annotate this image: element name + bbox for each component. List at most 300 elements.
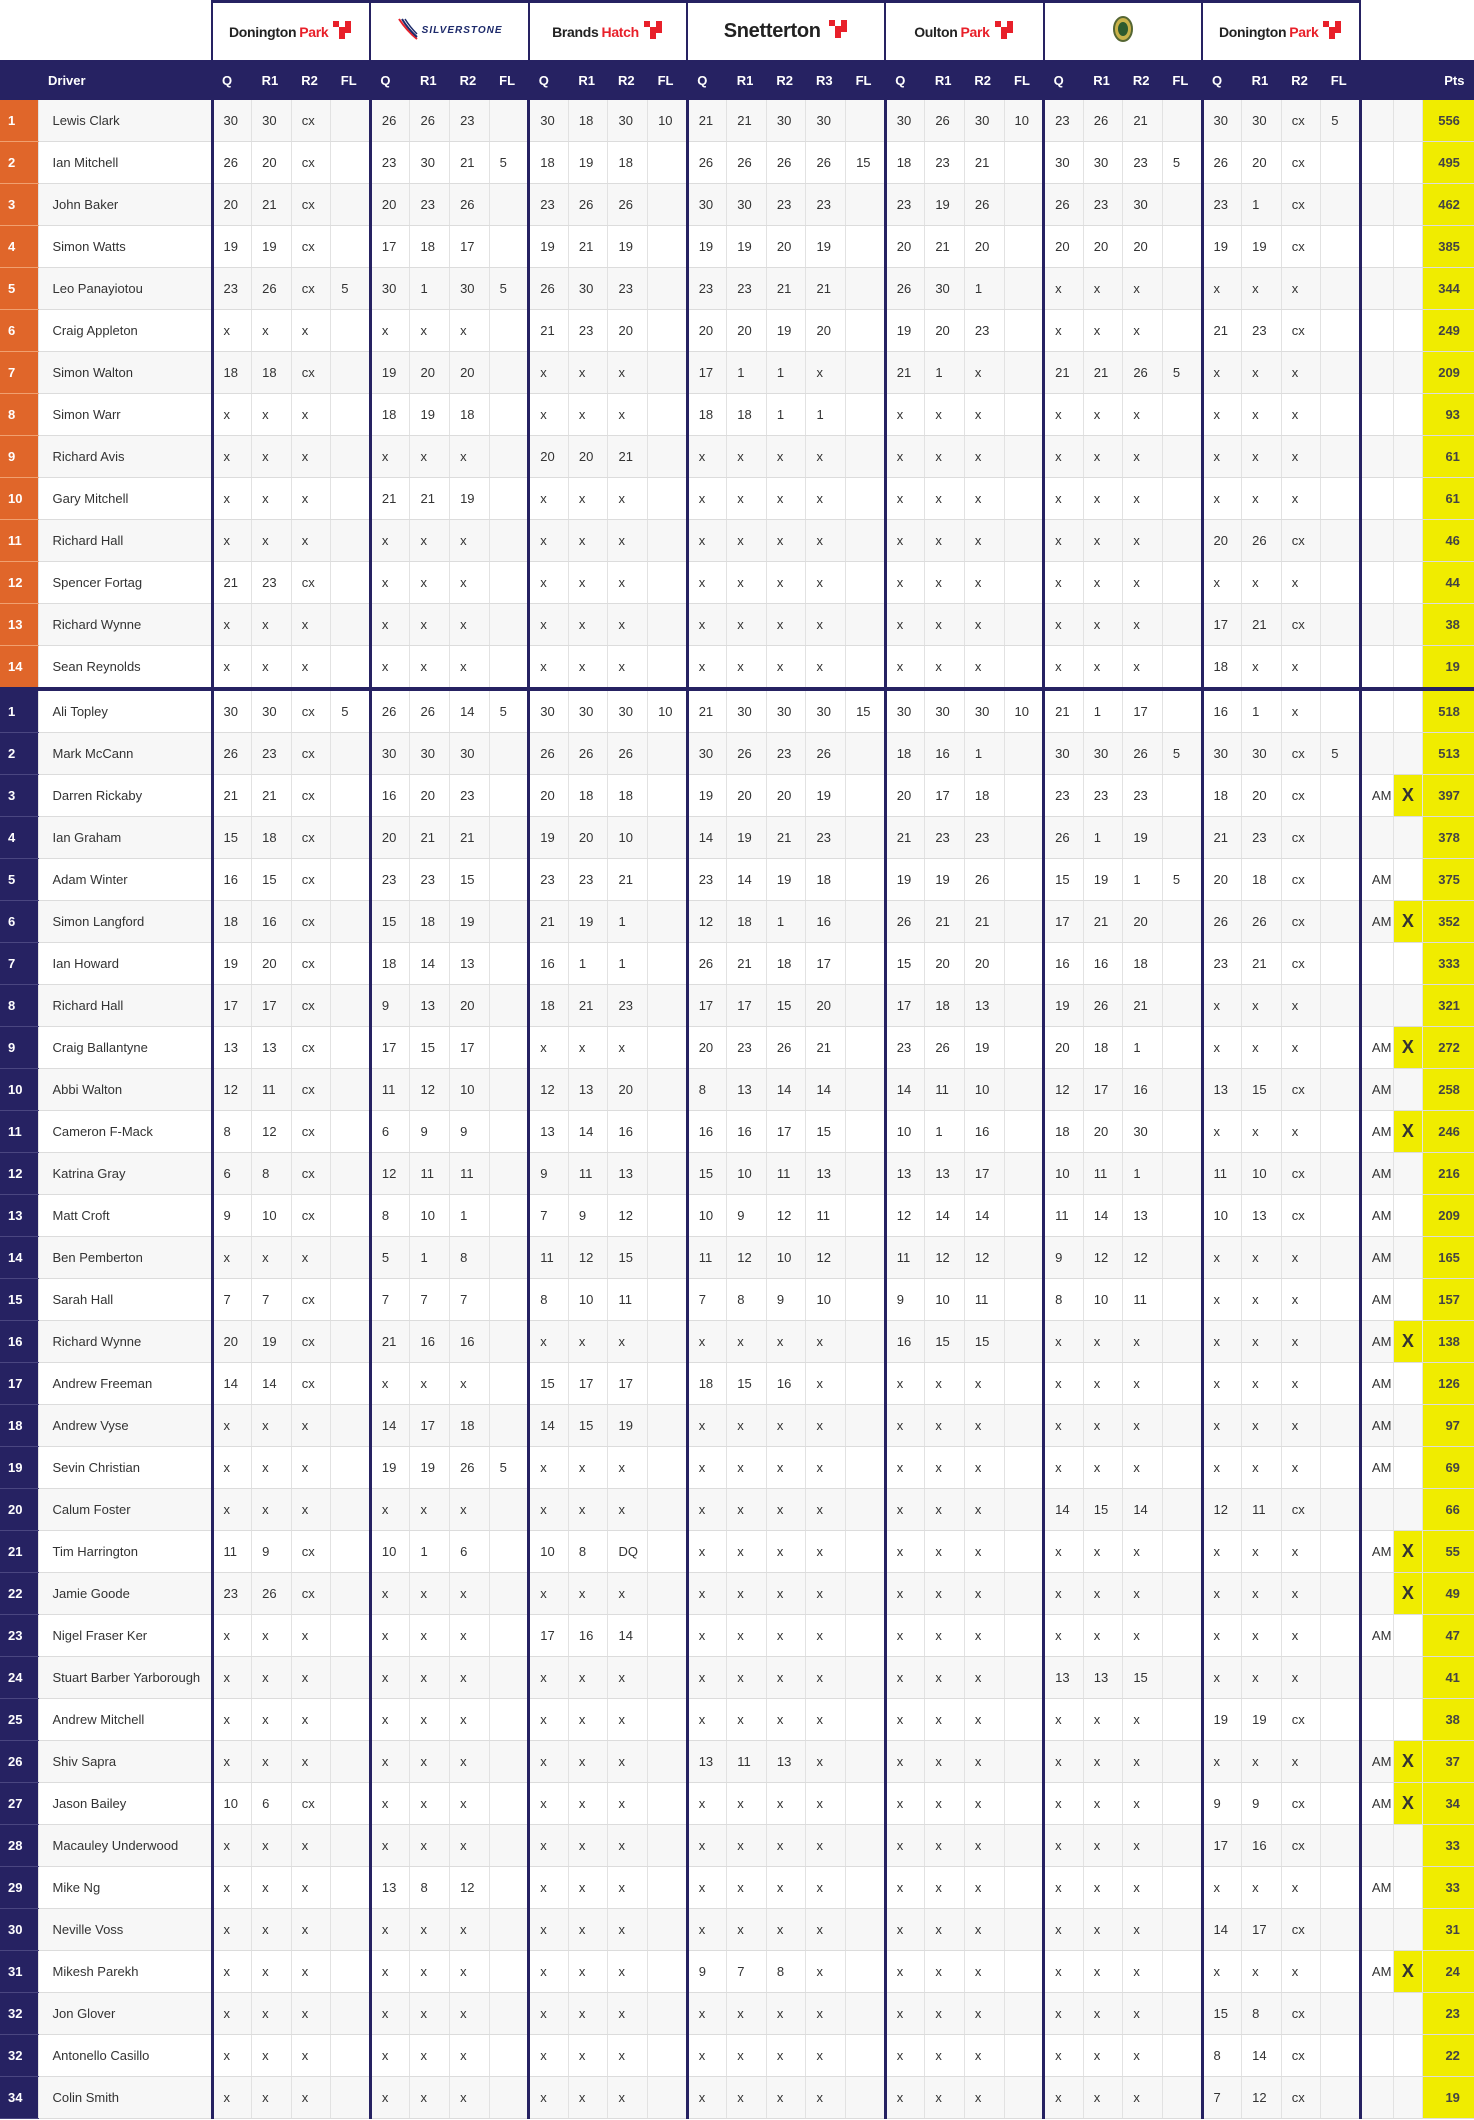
result-cell: x [450,1909,490,1951]
result-cell: 30 [1202,100,1242,142]
result-cell: x [1083,1573,1123,1615]
am-badge: AM [1360,859,1393,901]
result-cell: x [450,1573,490,1615]
result-cell: x [806,2077,846,2119]
result-cell: 21 [727,943,767,985]
driver-row[interactable] [0,901,1474,943]
result-cell: x [727,1909,767,1951]
result-cell [489,436,529,478]
result-cell: 16 [766,1363,806,1405]
x-marker [1393,733,1422,775]
session-header: R2 [1281,60,1321,100]
driver-row[interactable] [0,226,1474,268]
result-cell: 19 [727,226,767,268]
result-cell: x [1083,1951,1123,1993]
driver-row[interactable] [0,733,1474,775]
result-cell [1321,1657,1361,1699]
result-cell [1162,1573,1202,1615]
result-cell: 18 [212,901,252,943]
x-marker [1393,1153,1422,1195]
driver-name: Antonello Casillo [38,2035,212,2077]
result-cell: cx [291,775,331,817]
result-cell [846,1069,886,1111]
result-cell: 30 [529,100,569,142]
result-cell: 15 [252,859,292,901]
venue-name: Oulton [914,23,958,40]
driver-row[interactable] [0,1069,1474,1111]
result-cell: x [370,1573,410,1615]
result-cell: 30 [1123,184,1163,226]
result-cell: 12 [450,1867,490,1909]
result-cell: 26 [568,184,608,226]
result-cell [1004,1531,1044,1573]
am-badge: AM [1360,1615,1393,1657]
result-cell [1321,1069,1361,1111]
result-cell: 21 [806,268,846,310]
result-cell [489,520,529,562]
result-cell: 21 [1242,604,1282,646]
result-cell [846,733,886,775]
driver-row[interactable] [0,1741,1474,1783]
result-cell: 26 [1044,184,1084,226]
result-cell: x [1202,985,1242,1027]
result-cell: x [370,436,410,478]
result-cell: x [925,1615,965,1657]
result-cell: 26 [212,733,252,775]
result-cell [1004,1615,1044,1657]
result-cell [331,733,371,775]
result-cell: 8 [212,1111,252,1153]
result-cell: 23 [608,268,648,310]
result-cell: x [1281,352,1321,394]
result-cell: cx [291,1153,331,1195]
result-cell: x [568,1489,608,1531]
session-header: R1 [727,60,767,100]
result-cell: x [252,1699,292,1741]
position: 12 [0,562,38,604]
result-cell: x [806,646,846,690]
result-cell: x [212,1867,252,1909]
result-cell [846,1363,886,1405]
result-cell: 10 [925,1279,965,1321]
result-cell [331,478,371,520]
driver-row[interactable] [0,1573,1474,1615]
result-cell: 13 [410,985,450,1027]
result-cell: x [212,1615,252,1657]
driver-row[interactable] [0,100,1474,142]
result-cell: 30 [925,691,965,733]
result-cell [1321,352,1361,394]
result-cell: x [806,1531,846,1573]
result-cell [331,1699,371,1741]
driver-name: Mike Ng [38,1867,212,1909]
driver-row[interactable] [0,691,1474,733]
position: 29 [0,1867,38,1909]
driver-row[interactable] [0,2077,1474,2119]
result-cell: 14 [529,1405,569,1447]
result-cell: 21 [568,985,608,1027]
result-cell: x [608,604,648,646]
am-badge [1360,1909,1393,1951]
result-cell [846,2035,886,2077]
result-cell [648,2077,688,2119]
result-cell [1162,1237,1202,1279]
result-cell: x [252,1909,292,1951]
result-cell: 30 [608,100,648,142]
chequered-flag-icon [331,19,353,44]
driver-row[interactable] [0,1993,1474,2035]
result-cell [1321,1741,1361,1783]
result-cell: cx [1281,100,1321,142]
result-cell: x [806,352,846,394]
result-cell [1004,1993,1044,2035]
result-cell: 23 [450,100,490,142]
driver-name: Colin Smith [38,2077,212,2119]
result-cell: 11 [568,1153,608,1195]
result-cell [1162,2077,1202,2119]
result-cell [1162,1741,1202,1783]
driver-row[interactable] [0,1153,1474,1195]
driver-row[interactable] [0,1237,1474,1279]
result-cell: x [1242,1741,1282,1783]
result-cell: 9 [450,1111,490,1153]
am-badge [1360,142,1393,184]
result-cell [1162,1615,1202,1657]
result-cell: cx [291,1069,331,1111]
result-cell: x [925,1993,965,2035]
driver-name: John Baker [38,184,212,226]
result-cell: x [291,604,331,646]
result-cell: 16 [212,859,252,901]
result-cell: x [608,1825,648,1867]
driver-name: Richard Avis [38,436,212,478]
result-cell: x [806,1783,846,1825]
driver-name: Ian Graham [38,817,212,859]
result-cell: 19 [806,226,846,268]
result-cell [648,1573,688,1615]
result-cell [1162,1447,1202,1489]
position: 23 [0,1615,38,1657]
result-cell: x [766,646,806,690]
result-cell: 30 [252,100,292,142]
result-cell [1162,478,1202,520]
result-cell: x [1242,1321,1282,1363]
result-cell: 30 [370,733,410,775]
result-cell: 30 [568,691,608,733]
driver-row[interactable] [0,436,1474,478]
result-cell: 13 [964,985,1004,1027]
result-cell: 12 [727,1237,767,1279]
result-cell: x [1281,1237,1321,1279]
result-cell [648,142,688,184]
result-cell [846,1951,886,1993]
result-cell: x [727,1699,767,1741]
result-cell: x [1281,268,1321,310]
result-cell: x [450,1363,490,1405]
result-cell: x [370,1699,410,1741]
result-cell: x [1083,310,1123,352]
result-cell [1004,1279,1044,1321]
total-points: 126 [1422,1363,1474,1405]
result-cell: cx [1281,142,1321,184]
result-cell: x [1083,1741,1123,1783]
result-cell: x [806,2035,846,2077]
silverstone-logo [397,17,503,44]
result-cell: cx [291,1027,331,1069]
result-cell: 20 [370,817,410,859]
result-cell: x [568,1447,608,1489]
result-cell: x [370,1741,410,1783]
result-cell: 11 [1202,1153,1242,1195]
result-cell: 10 [1242,1153,1282,1195]
result-cell [1321,520,1361,562]
driver-row[interactable] [0,1195,1474,1237]
result-cell: 23 [727,1027,767,1069]
driver-name: Katrina Gray [38,1153,212,1195]
result-cell: 20 [1123,901,1163,943]
result-cell: 17 [450,1027,490,1069]
driver-row[interactable] [0,142,1474,184]
driver-row[interactable] [0,1825,1474,1867]
driver-row[interactable] [0,394,1474,436]
result-cell: 20 [212,1321,252,1363]
result-cell: x [1044,268,1084,310]
result-cell: 18 [252,352,292,394]
result-cell: 9 [1044,1237,1084,1279]
result-cell: 19 [1083,859,1123,901]
result-cell [1004,478,1044,520]
driver-row[interactable] [0,1699,1474,1741]
result-cell: 19 [885,859,925,901]
total-points: 513 [1422,733,1474,775]
result-cell: x [1281,1741,1321,1783]
am-badge [1360,268,1393,310]
result-cell: 17 [1242,1909,1282,1951]
driver-row[interactable] [0,775,1474,817]
driver-row[interactable] [0,1027,1474,1069]
result-cell [1162,394,1202,436]
result-cell: 11 [727,1741,767,1783]
result-cell: 30 [964,691,1004,733]
result-cell: cx [1281,1195,1321,1237]
result-cell [1162,1951,1202,1993]
result-cell: 30 [410,733,450,775]
result-cell [1321,646,1361,690]
result-cell: 17 [727,985,767,1027]
driver-row[interactable] [0,268,1474,310]
driver-row[interactable] [0,646,1474,690]
x-marker [1393,2035,1422,2077]
result-cell [1162,604,1202,646]
result-cell: x [1083,604,1123,646]
result-cell [489,733,529,775]
result-cell: x [450,310,490,352]
driver-row[interactable] [0,1111,1474,1153]
result-cell: 14 [608,1615,648,1657]
result-cell [1162,646,1202,690]
driver-row[interactable] [0,352,1474,394]
result-cell: 13 [925,1153,965,1195]
x-marker [1393,1279,1422,1321]
result-cell [648,1867,688,1909]
result-cell: 18 [608,142,648,184]
driver-row[interactable] [0,943,1474,985]
result-cell: cx [291,1111,331,1153]
result-cell: x [568,520,608,562]
position: 7 [0,352,38,394]
total-points: 344 [1422,268,1474,310]
result-cell: x [687,1615,727,1657]
result-cell: x [252,1867,292,1909]
session-header: R2 [766,60,806,100]
result-cell: x [925,2035,965,2077]
result-cell: 13 [608,1153,648,1195]
position: 15 [0,1279,38,1321]
result-cell: x [1044,520,1084,562]
driver-row[interactable] [0,1447,1474,1489]
result-cell: DQ [608,1531,648,1573]
driver-row[interactable] [0,1405,1474,1447]
result-cell: x [885,1615,925,1657]
result-cell: 14 [568,1111,608,1153]
result-cell: x [291,2035,331,2077]
result-cell: x [687,2035,727,2077]
result-cell: 17 [1123,691,1163,733]
driver-row[interactable] [0,859,1474,901]
result-cell [489,1405,529,1447]
driver-row[interactable] [0,604,1474,646]
driver-row[interactable] [0,1489,1474,1531]
result-cell [1162,520,1202,562]
result-cell: x [529,352,569,394]
result-cell [1321,1153,1361,1195]
driver-row[interactable] [0,1531,1474,1573]
result-cell: x [252,604,292,646]
result-cell: 20 [252,142,292,184]
result-cell: x [766,2077,806,2119]
result-cell [331,1909,371,1951]
session-header: FL [1162,60,1202,100]
driver-row[interactable] [0,1867,1474,1909]
result-cell: 26 [450,1447,490,1489]
result-cell: 17 [410,1405,450,1447]
driver-name: Simon Langford [38,901,212,943]
driver-row[interactable] [0,1279,1474,1321]
total-points: 462 [1422,184,1474,226]
result-cell: x [964,1867,1004,1909]
result-cell: 12 [1242,2077,1282,2119]
total-points: 66 [1422,1489,1474,1531]
result-cell: 1 [1242,691,1282,733]
driver-row[interactable] [0,985,1474,1027]
result-cell: x [1281,646,1321,690]
result-cell [331,1237,371,1279]
result-cell [648,436,688,478]
result-cell: 17 [568,1363,608,1405]
position: 14 [0,646,38,690]
result-cell: cx [291,268,331,310]
am-badge [1360,2035,1393,2077]
result-cell: x [252,646,292,690]
driver-row[interactable] [0,1783,1474,1825]
result-cell: x [568,1657,608,1699]
result-cell: 10 [410,1195,450,1237]
result-cell: 12 [687,901,727,943]
driver-row[interactable] [0,1657,1474,1699]
result-cell: x [1083,562,1123,604]
result-cell: x [370,646,410,690]
result-cell [846,1111,886,1153]
result-cell: 14 [806,1069,846,1111]
total-points: 19 [1422,2077,1474,2119]
am-badge [1360,100,1393,142]
result-cell: x [1083,2035,1123,2077]
result-cell: x [529,394,569,436]
venue-logo-1 [370,2,528,61]
driver-row[interactable] [0,1951,1474,1993]
result-cell [1004,1195,1044,1237]
result-cell: x [687,1531,727,1573]
result-cell: x [925,478,965,520]
result-cell: 5 [1162,352,1202,394]
result-cell: 26 [529,268,569,310]
result-cell: 23 [766,184,806,226]
driver-row[interactable] [0,310,1474,352]
result-cell: 14 [212,1363,252,1405]
result-cell: x [1044,1405,1084,1447]
driver-row[interactable] [0,1909,1474,1951]
driver-row[interactable] [0,1363,1474,1405]
driver-row[interactable] [0,1615,1474,1657]
result-cell: 18 [410,226,450,268]
result-cell: 18 [608,775,648,817]
result-cell: 1 [410,268,450,310]
result-cell: 15 [766,985,806,1027]
driver-row[interactable] [0,817,1474,859]
result-cell: 13 [1242,1195,1282,1237]
driver-row[interactable] [0,478,1474,520]
result-cell: 13 [766,1741,806,1783]
result-cell: 20 [806,985,846,1027]
result-cell: x [1281,1657,1321,1699]
result-cell: 7 [370,1279,410,1321]
x-marker [1393,1993,1422,2035]
result-cell: 26 [370,691,410,733]
driver-row[interactable] [0,562,1474,604]
am-badge: AM [1360,1363,1393,1405]
result-cell: x [568,1993,608,2035]
result-cell: x [727,1783,767,1825]
driver-row[interactable] [0,184,1474,226]
driver-row[interactable] [0,520,1474,562]
result-cell: 10 [648,100,688,142]
result-cell [1321,1825,1361,1867]
result-cell [1321,1279,1361,1321]
result-cell [846,2077,886,2119]
result-cell: x [1281,562,1321,604]
driver-row[interactable] [0,1321,1474,1363]
result-cell: 15 [450,859,490,901]
result-cell: x [529,1447,569,1489]
result-cell: 10 [687,1195,727,1237]
driver-row[interactable] [0,2035,1474,2077]
result-cell [489,775,529,817]
result-cell: x [568,1867,608,1909]
x-marker: X [1393,1027,1422,1069]
result-cell [648,1321,688,1363]
result-cell: 20 [1083,226,1123,268]
result-cell: 11 [252,1069,292,1111]
